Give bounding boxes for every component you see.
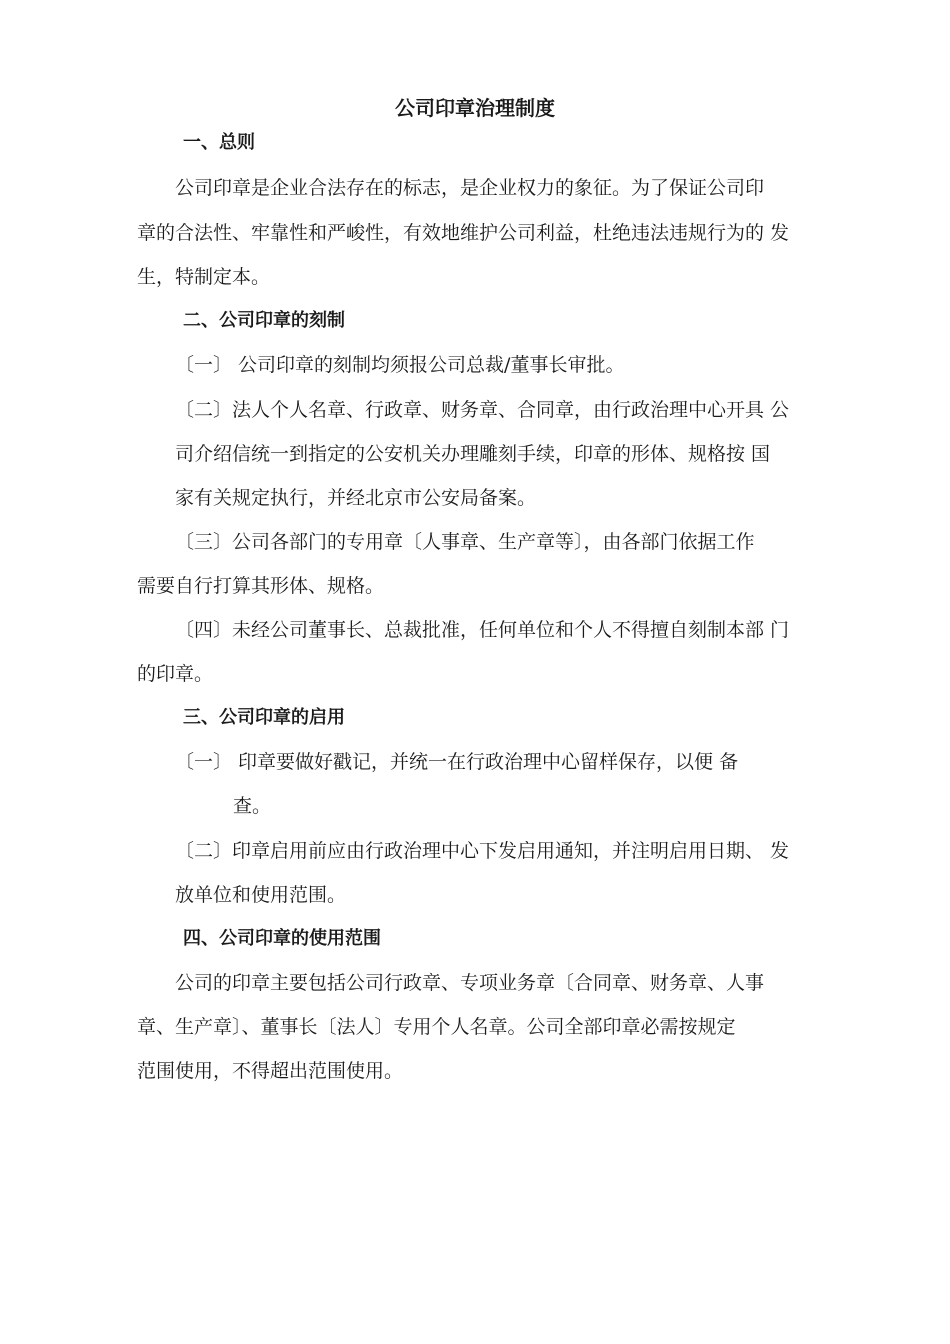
paragraph-line: 〔一〕 印章要做好戳记，并统一在行政治理中心留样保存，以便 备 xyxy=(175,751,739,773)
paragraph-line: 公司的印章主要包括公司行政章、专项业务章〔合同章、财务章、人事 xyxy=(175,972,765,994)
paragraph-line: 章、生产章〕、董事长〔法人〕专用个人名章。公司全部印章必需按规定 xyxy=(137,1016,736,1038)
paragraph-line: 需要自行打算其形体、规格。 xyxy=(137,575,385,597)
paragraph-line: 放单位和使用范围。 xyxy=(175,884,347,906)
section-heading-engraving: 二、公司印章的刻制 xyxy=(183,310,345,331)
paragraph-line: 章的合法性、牢靠性和严峻性，有效地维护公司利益，杜绝违法违规行为的 发 xyxy=(137,222,790,244)
section-heading-usage-scope: 四、公司印章的使用范围 xyxy=(183,928,381,949)
paragraph-line: 家有关规定执行，并经北京市公安局备案。 xyxy=(175,487,537,509)
paragraph-line: 查。 xyxy=(233,795,272,817)
section-heading-general: 一、总则 xyxy=(183,132,255,153)
paragraph-line: 范围使用，不得超出范围使用。 xyxy=(137,1060,404,1082)
paragraph-line: 公司印章是企业合法存在的标志，是企业权力的象征。为了保证公司印 xyxy=(175,177,765,199)
document-title: 公司印章治理制度 xyxy=(395,96,555,120)
paragraph-line: 〔一〕 公司印章的刻制均须报公司总裁/董事长审批。 xyxy=(175,354,625,376)
paragraph-line: 〔四〕未经公司董事长、总裁批准，任何单位和个人不得擅自刻制本部 门 xyxy=(175,619,790,641)
paragraph-line: 的印章。 xyxy=(137,663,214,685)
paragraph-line: 〔三〕公司各部门的专用章〔人事章、生产章等〕，由各部门依据工作 xyxy=(175,531,755,553)
paragraph-line: 〔二〕法人个人名章、行政章、财务章、合同章，由行政治理中心开具 公 xyxy=(175,399,790,421)
paragraph-line: 〔二〕印章启用前应由行政治理中心下发启用通知，并注明启用日期、 发 xyxy=(175,840,790,862)
paragraph-line: 生，特制定本。 xyxy=(137,266,271,288)
section-heading-activation: 三、公司印章的启用 xyxy=(183,707,345,728)
paragraph-line: 司介绍信统一到指定的公安机关办理雕刻手续，印章的形体、规格按 国 xyxy=(175,443,771,465)
